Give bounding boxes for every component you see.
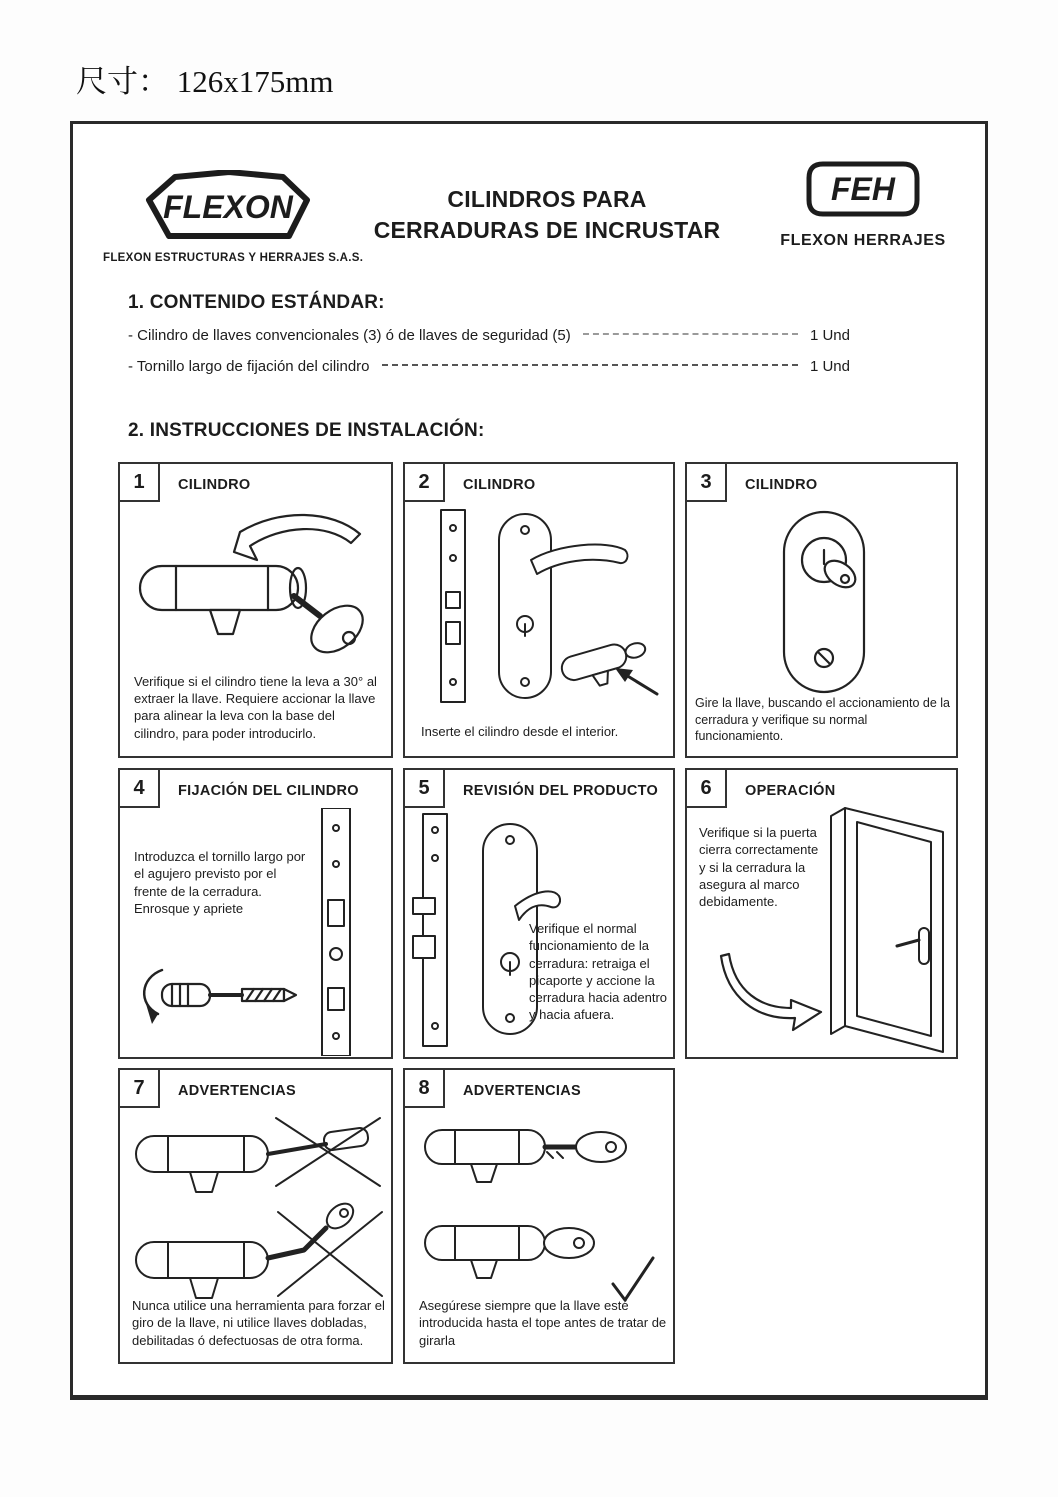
- rotation-arrow-icon: [234, 515, 360, 560]
- step-number: 7: [118, 1068, 160, 1108]
- step-title: REVISIÓN DEL PRODUCTO: [463, 783, 659, 799]
- insert-arrow-head: [615, 668, 633, 682]
- flexon-logo-subtext: FLEXON ESTRUCTURAS Y HERRAJES S.A.S.: [103, 252, 364, 264]
- step-caption: Asegúrese siempre que la llave esté introducida hasta el tope antes de tratar de girarla: [419, 1298, 667, 1348]
- step-caption: Verifique si el cilindro tiene la leva a 30° al extraer la llave. Requiere accionar la llave para alinear la leva con la base del cilindro, para poder introducirlo.: [134, 673, 377, 741]
- flexon-logo-icon: [143, 170, 313, 248]
- step-panel-7: [118, 1068, 393, 1364]
- step-panel-1: [118, 462, 393, 758]
- forbidden-tools-illustration: [128, 1114, 388, 1312]
- lever-handle-shape: [531, 545, 627, 574]
- feh-logo-subtext: FLEXON HERRAJES: [780, 232, 946, 249]
- contents-item: [128, 327, 850, 344]
- cylinder-with-key-illustration: [130, 510, 385, 660]
- step-number: 1: [118, 462, 160, 502]
- step-number: 8: [403, 1068, 445, 1108]
- screwdriver-illustration: [128, 952, 303, 1052]
- step-title: CILINDRO: [745, 477, 818, 493]
- contents-heading: 1. CONTENIDO ESTÁNDAR:: [128, 292, 385, 313]
- page-size-note: 尺寸： 126x175mm: [76, 64, 334, 99]
- check-mark-icon: [613, 1258, 653, 1300]
- document-title: [369, 184, 725, 246]
- turn-key-illustration: [687, 506, 960, 698]
- step-title: ADVERTENCIAS: [178, 1083, 296, 1099]
- step-title: FIJACIÓN DEL CILINDRO: [178, 783, 359, 799]
- cam-shape: [471, 1260, 497, 1278]
- cam-shape: [190, 1278, 218, 1298]
- step-panel-2: [403, 462, 675, 758]
- document-title-line1: CILINDROS PARA: [447, 186, 647, 212]
- contents-item-qty: 1 Und: [809, 327, 850, 344]
- step-title: CILINDRO: [178, 477, 251, 493]
- lock-faceplate-illustration: [288, 808, 388, 1056]
- deadbolt-shape: [413, 936, 435, 958]
- step-number: 5: [403, 768, 445, 808]
- step-caption: Gire la llave, buscando el accionamiento de la cerradura y verifique su normal funcionamiento.: [695, 696, 951, 744]
- step-panel-8: [403, 1068, 675, 1364]
- step-title: ADVERTENCIAS: [463, 1083, 581, 1099]
- step-number: 3: [685, 462, 727, 502]
- step-panel-3: [685, 462, 958, 758]
- contents-item-label: - Cilindro de llaves convencionales (3) ó de llaves de seguridad (5): [128, 327, 571, 344]
- rotation-arrow-icon: [144, 970, 162, 1014]
- instructions-heading: 2. INSTRUCCIONES DE INSTALACIÓN:: [128, 420, 485, 441]
- swing-arrow-icon: [721, 954, 821, 1030]
- step-number: 2: [403, 462, 445, 502]
- contents-item-label: - Tornillo largo de fijación del cilindro: [128, 358, 370, 375]
- flexon-logo: [103, 170, 364, 264]
- key-head-icon: [302, 596, 371, 660]
- document-title-line2: CERRADURAS DE INCRUSTAR: [373, 217, 721, 244]
- key-head-icon: [544, 1228, 594, 1258]
- key-head-icon: [820, 555, 860, 593]
- insert-cylinder-illustration: [419, 506, 663, 706]
- step-title: CILINDRO: [463, 477, 536, 493]
- feh-logo: [763, 160, 963, 250]
- step-panel-6: [685, 768, 958, 1059]
- step-number: 4: [118, 768, 160, 808]
- contents-item-qty: 1 Und: [809, 358, 850, 375]
- step-caption: Verifique el normal funcionamiento de la cerradura: retraiga el picaporte y accione la cerradura hacia adentro y hacia afuera.: [529, 921, 668, 1023]
- lever-handle-shape: [897, 940, 919, 946]
- step-caption: Introduzca el tornillo largo por el agujero previsto por el frente de la cerradura. Enrosque y apriete: [134, 849, 306, 916]
- cross-out-icon: [276, 1118, 380, 1186]
- dotted-leader: [583, 333, 798, 335]
- contents-item: [128, 358, 850, 375]
- latch-shape: [413, 898, 435, 914]
- step-number: 6: [685, 768, 727, 808]
- document-page: [70, 121, 988, 1400]
- step-caption: Verifique si la puerta cierra correctamente y si la cerradura la asegura al marco debidamente.: [699, 825, 819, 910]
- svg-text:FLEXON: FLEXON: [163, 189, 293, 225]
- svg-text:FEH: FEH: [831, 171, 895, 207]
- step-panel-4: [118, 768, 393, 1059]
- dotted-leader: [382, 364, 798, 366]
- step-caption: Nunca utilice una herramienta para forzar el giro de la llave, ni utilice llaves dobladas, debilitadas ó defectuosas de otra forma.: [132, 1298, 385, 1348]
- step-panel-5: [403, 768, 675, 1059]
- cam-shape: [471, 1164, 497, 1182]
- cam-shape: [190, 1172, 218, 1192]
- feh-logo-icon: [805, 160, 921, 218]
- cam-shape: [210, 610, 240, 634]
- key-insertion-illustration: [415, 1116, 667, 1312]
- step-title: OPERACIÓN: [745, 783, 836, 799]
- key-head-icon: [576, 1132, 626, 1162]
- step-caption: Inserte el cilindro desde el interior.: [421, 723, 619, 739]
